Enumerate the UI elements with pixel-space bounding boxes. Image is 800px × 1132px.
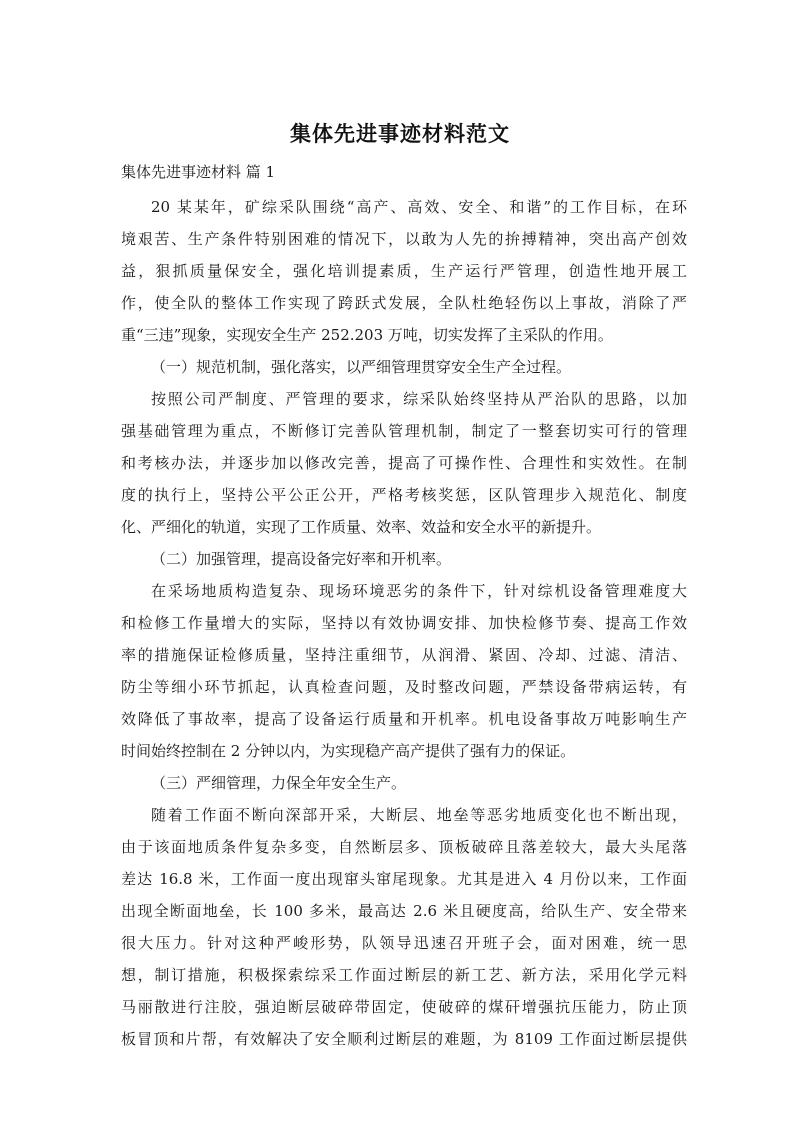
paragraph-line: 和检修工作量增大的实际，坚持以有效协调安排、加快检修节奏、提高工作效: [121, 614, 687, 632]
paragraph-line: 强基础管理为重点，不断修订完善队管理机制，制定了一整套切实可行的管理: [121, 422, 687, 440]
paragraph-line: 防尘等细小环节抓起，认真检查问题，及时整改问题，严禁设备带病运转，有: [121, 678, 687, 696]
paragraph-line: 境艰苦、生产条件特别困难的情况下，以敢为人先的拚搏精神，突出高产创效: [121, 230, 687, 248]
paragraph-line: 在采场地质构造复杂、现场环境恶劣的条件下，针对综机设备管理难度大: [151, 582, 687, 600]
paragraph-line: 化、严细化的轨道，实现了工作质量、效率、效益和安全水平的新提升。: [121, 518, 602, 536]
paragraph-line: 随着工作面不断向深部开采，大断层、地垒等恶劣地质变化也不断出现，: [151, 806, 687, 824]
paragraph-line: 很大压力。针对这种严峻形势，队领导迅速召开班子会，面对困难，统一思: [121, 934, 687, 952]
paragraph-line: 马丽散进行注胶，强迫断层破碎带固定，使破碎的煤矸增强抗压能力，防止顶: [121, 998, 687, 1016]
section-heading: （一）规范机制，强化落实，以严细管理贯穿安全生产全过程。: [151, 358, 572, 376]
paragraph-line: 作，使全队的整体工作实现了跨跃式发展，全队杜绝轻伤以上事故，消除了严: [121, 294, 687, 312]
paragraph-line: 差达 16.8 米，工作面一度出现窜头窜尾现象。尤其是进入 4 月份以来，工作面: [121, 870, 687, 888]
paragraph-line: 重“三违”现象，实现安全生产 252.203 万吨，切实发挥了主采队的作用。: [121, 326, 613, 344]
paragraph-line: 率的措施保证检修质量，坚持注重细节，从润滑、紧固、冷却、过滤、清洁、: [121, 646, 687, 664]
paragraph-line: 度的执行上，坚持公平公正公开，严格考核奖惩，区队管理步入规范化、制度: [121, 486, 687, 504]
document-subtitle: 集体先进事迹材料 篇 1: [121, 163, 276, 181]
section-heading: （三）严细管理，力保全年安全生产。: [151, 774, 407, 792]
paragraph-line: 和考核办法，并逐步加以修改完善，提高了可操作性、合理性和实效性。在制: [121, 454, 687, 472]
section-heading: （二）加强管理，提高设备完好率和开机率。: [151, 550, 452, 568]
paragraph-line: 按照公司严制度、严管理的要求，综采队始终坚持从严治队的思路，以加: [151, 390, 687, 408]
paragraph-line: 板冒顶和片帮，有效解决了安全顺利过断层的难题，为 8109 工作面过断层提供: [121, 1030, 687, 1048]
paragraph-line: 想，制订措施，积极探索综采工作面过断层的新工艺、新方法，采用化学元料: [121, 966, 687, 984]
paragraph-line: 时间始终控制在 2 分钟以内，为实现稳产高产提供了强有力的保证。: [121, 742, 576, 760]
paragraph-line: 由于该面地质条件复杂多变，自然断层多、顶板破碎且落差较大，最大头尾落: [121, 838, 687, 856]
paragraph-line: 益，狠抓质量保安全，强化培训提素质，生产运行严管理，创造性地开展工: [121, 262, 687, 280]
paragraph-line: 20 某某年，矿综采队围绕“高产、高效、安全、和谐”的工作目标，在环: [151, 198, 687, 216]
document-title: 集体先进事迹材料范文: [290, 122, 510, 146]
paragraph-line: 效降低了事故率，提高了设备运行质量和开机率。机电设备事故万吨影响生产: [121, 710, 687, 728]
paragraph-line: 出现全断面地垒，长 100 多米，最高达 2.6 米且硬度高，给队生产、安全带来: [121, 902, 687, 920]
